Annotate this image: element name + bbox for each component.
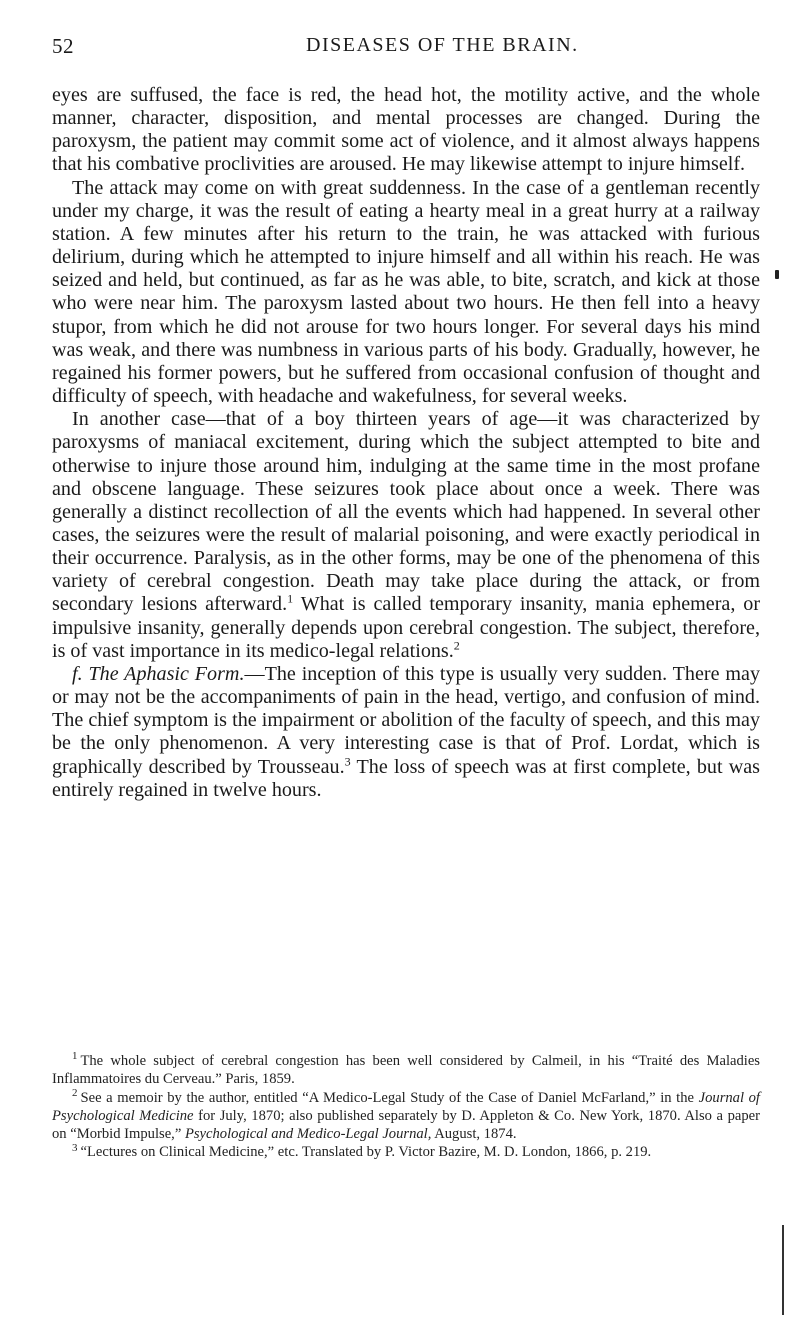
footnote-3-number: 3 [72,1141,78,1154]
paragraph-2: The attack may come on with great suddenness. In the case of a gentleman recently under my charge, it was the result of eating a hearty meal in a great hurry at a railway station. A few minutes after his return to the train, he was attacked with furious delirium, during which he attempted to injure himself and all within his reach. He was seized and held, but continued, as far as he was able, to bite, scratch, and kick at those who were near him. The paroxysm lasted about two hours. He then fell into a heavy stupor, from which he did not arouse for two hours longer. For several days his mind was weak, and there was numbness in various parts of his body. Gradually, however, he regained his former powers, but he suffered from occasional confusion of thought and difficulty of speech, with headache and wakefulness, for several weeks. [52,176,760,408]
footnote-1-text: The whole subject of cerebral congestion has been well considered by Calmeil, in his “Traité des Maladies Inflammatoires du Cerveau.” Paris, 1859. [52,1053,760,1088]
footnote-2-journal-1: Journal of Psychological Medicine [52,1089,760,1124]
footnote-2-text-b: for July, 1870; also published separately by D. Appleton & Co. New York, 1870. Also a paper on “Morbid Impulse,” [52,1107,760,1143]
footnote-3 [52,1143,760,1161]
footnote-2-journal-2: Psychological and Medico-Legal Journal, [184,1126,432,1143]
footnote-2-number: 2 [72,1086,78,1099]
paragraph-4-text-b: The loss of speech was at first complete, but was entirely regained in twelve hours. [52,755,760,801]
page-edge-mark [782,1225,784,1315]
section-title: The Aphasic Form. [88,662,245,685]
footnote-ref-3: 3 [344,753,351,768]
running-head: DISEASES OF THE BRAIN. [306,34,579,56]
paragraph-3-text-a: In another case—that of a boy thirteen years of age—it was characterized by paroxysms of maniacal excitement, during which the subject attempted to bite and otherwise to injure those around him, indulging at the same time in the most profane and obscene language. These seizures took place about once a week. There was generally a distinct recollection of all the events which had happened. In several other cases, the seizures were the result of malarial poisoning, and were exactly periodical in their occurrence. Paralysis, as in the other forms, may be one of the phenomena of this variety of cerebral congestion. Death may take place during the attack, or from secondary lesions afterward. [52,408,760,616]
paragraph-3 [52,408,760,663]
footnote-2-text-c: August, 1874. [431,1126,517,1143]
footnote-1-number: 1 [72,1050,78,1063]
body-text [52,84,760,802]
footnote-2 [52,1086,760,1144]
footnote-ref-1: 1 [287,591,294,606]
paragraph-3-text-b: What is called temporary insanity, mania ephemera, or impulsive insanity, generally depends upon cerebral congestion. The subject, therefore, is of vast importance in its medico-legal relations. [52,593,761,662]
paragraph-4-text-a: —The inception of this type is usually very sudden. There may or may not be the accompaniments of pain in the head, vertigo, and confusion of mind. The chief symptom is the impairment or abolition of the faculty of speech, and this may be the only phenomenon. A very interesting case is that of Prof. Lordat, which is graphically described by Trousseau. [52,662,760,778]
footnote-1 [52,1052,760,1089]
page-header [0,0,800,72]
footnote-3-text: “Lectures on Clinical Medicine,” etc. Translated by P. Victor Bazire, M. D. London, 1866, p. 219. [80,1144,652,1161]
section-label: f. [72,662,83,685]
paragraph-4 [52,663,760,802]
paragraph-1: eyes are suffused, the face is red, the head hot, the motility active, and the whole manner, character, disposition, and mental processes are changed. During the paroxysm, the patient may commit some act of violence, and it almost always happens that his combative proclivities are aroused. He may likewise attempt to injure himself. [52,84,760,176]
footnotes [52,1052,760,1162]
footnote-ref-2: 2 [453,638,460,653]
footnote-2-text-a: See a memoir by the author, entitled “A Medico-Legal Study of the Case of Daniel McFarland,” in the [80,1089,699,1106]
page-number: 52 [52,34,74,58]
margin-mark [775,270,779,279]
